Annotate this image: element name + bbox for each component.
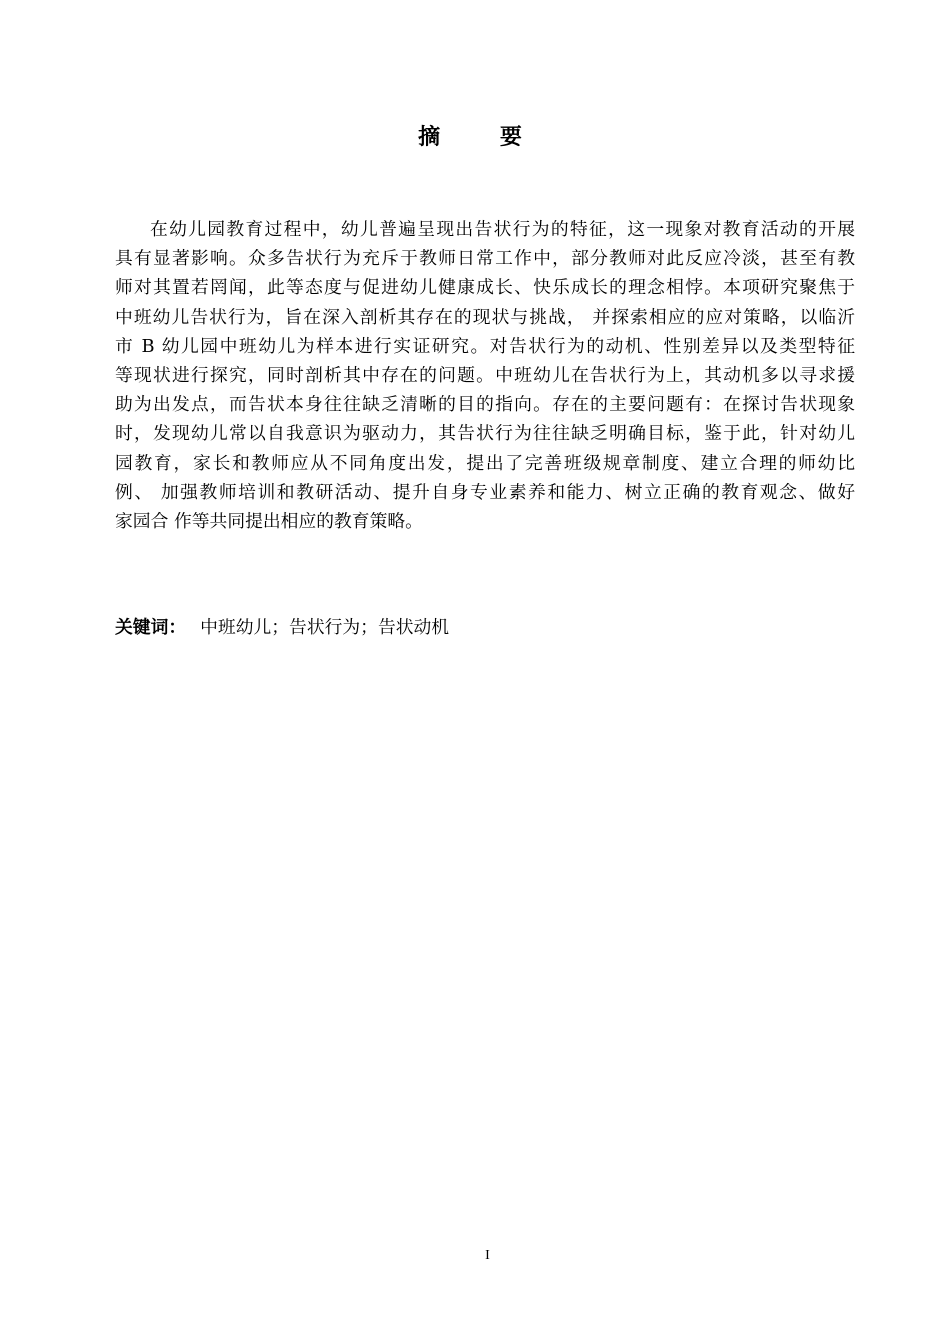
- abstract-line: 时，发现幼儿常以自我意识为驱动力，其告状行为往往缺乏明确目标，鉴于此，针对幼儿: [115, 423, 855, 445]
- abstract-line: 具有显著影响。众多告状行为充斥于教师日常工作中，部分教师对此反应冷淡，甚至有教: [115, 248, 855, 270]
- abstract-line: 市 B 幼儿园中班幼儿为样本进行实证研究。对告状行为的动机、性别差异以及类型特征: [115, 335, 855, 357]
- abstract-line: 助为出发点，而告状本身往往缺乏清晰的目的指向。存在的主要问题有：在探讨告状现象: [115, 394, 855, 416]
- abstract-body: [115, 215, 855, 536]
- abstract-line: 园教育，家长和教师应从不同角度出发，提出了完善班级规章制度、建立合理的师幼比: [115, 452, 855, 474]
- abstract-line: 在幼儿园教育过程中，幼儿普遍呈现出告状行为的特征，这一现象对教育活动的开展: [150, 219, 855, 240]
- abstract-line: 中班幼儿告状行为，旨在深入剖析其存在的现状与挑战， 并探索相应的应对策略，以临沂: [115, 306, 855, 328]
- page-number: I: [485, 1248, 490, 1263]
- abstract-line: 例、 加强教师培训和教研活动、提升自身专业素养和能力、树立正确的教育观念、做好: [115, 481, 855, 503]
- keywords-text: 中班幼儿；告状行为；告状动机: [200, 617, 450, 638]
- abstract-line: 等现状进行探究，同时剖析其中存在的问题。中班幼儿在告状行为上，其动机多以寻求援: [115, 365, 855, 387]
- page-title: 摘 要: [418, 125, 548, 150]
- keywords: [115, 613, 855, 642]
- abstract-line: 师对其置若罔闻，此等态度与促进幼儿健康成长、快乐成长的理念相悖。本项研究聚焦于: [115, 277, 855, 299]
- keywords-label: 关键词：: [115, 617, 187, 638]
- abstract-line: 家园合 作等共同提出相应的教育策略。: [115, 511, 423, 533]
